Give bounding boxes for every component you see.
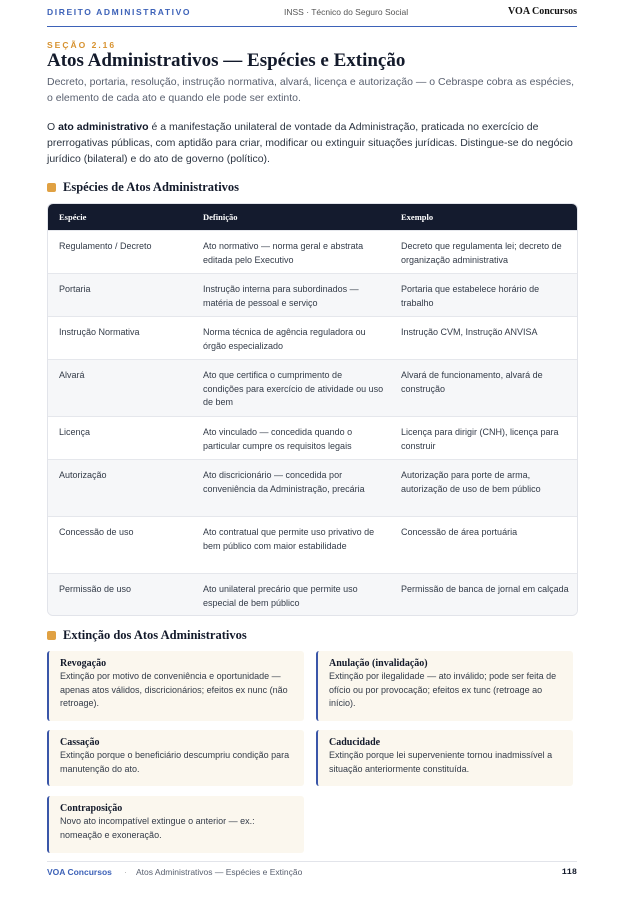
table-cell-species: Permissão de uso (48, 574, 192, 617)
card-title: Anulação (invalidação) (329, 658, 428, 669)
page-title: Atos Administrativos — Espécies e Extinção (47, 50, 406, 71)
brand-label: VOA Concursos (508, 6, 577, 17)
table-cell-definition: Ato unilateral precário que permite uso especial de bem público (192, 574, 390, 617)
card-revogacao (47, 651, 304, 721)
page-number: 118 (561, 867, 577, 877)
species-section-heading (47, 179, 239, 195)
table-cell-species: Regulamento / Decreto (48, 231, 192, 274)
table-header-especie: Espécie (59, 212, 87, 222)
table-cell-definition: Ato vinculado — concedida quando o particular cumpre os requisitos legais (192, 417, 390, 460)
card-contraposicao (47, 796, 304, 853)
table-header-definicao: Definição (203, 212, 238, 222)
exam-label: INSS · Técnico do Seguro Social (284, 7, 409, 17)
table-cell-species: Portaria (48, 274, 192, 317)
card-cassacao (47, 730, 304, 786)
intro-pre: O (47, 121, 59, 133)
table-cell-example: Portaria que estabelece horário de trabalho (390, 274, 577, 317)
table-cell-definition: Ato discricionário — concedida por conveniência da Administração, precária (192, 460, 390, 517)
section-bullet (47, 183, 56, 192)
table-cell-species: Licença (48, 417, 192, 460)
table-cell-species: Autorização (48, 460, 192, 517)
table-row (48, 417, 577, 460)
intro-post: é a manifestação unilateral de vontade da Administração, praticada no exercício de prerrogativas públicas, com aptidão para criar, modificar ou extinguir situações jurídicas. Distingue-se do negócio jurídico (bilateral) e do ato de governo (político). (47, 121, 573, 165)
footer-brand: VOA Concursos (47, 867, 112, 877)
table-cell-example: Autorização para porte de arma, autorização de uso de bem público (390, 460, 577, 517)
card-caducidade (316, 730, 573, 786)
card-text: Novo ato incompatível extingue o anterior — ex.: nomeação e exoneração. (60, 816, 255, 840)
intro-term: ato administrativo (58, 121, 149, 133)
table-cell-example: Instrução CVM, Instrução ANVISA (390, 317, 577, 360)
card-title: Revogação (60, 658, 107, 669)
table-cell-definition: Ato contratual que permite uso privativo de bem público com maior estabilidade (192, 517, 390, 574)
table-row (48, 517, 577, 574)
table-cell-example: Concessão de área portuária (390, 517, 577, 574)
card-text: Extinção porque o beneficiário descumpriu condição para manutenção do ato. (60, 750, 290, 774)
card-text: Extinção porque lei superveniente tornou inadmissível a situação anteriormente constituída. (329, 750, 553, 774)
page-header (47, 6, 577, 27)
subject-label: DIREITO ADMINISTRATIVO (47, 7, 192, 17)
table-cell-definition: Ato que certifica o cumprimento de condições para exercício de atividade ou uso de bem (192, 360, 390, 417)
table-row (48, 274, 577, 317)
footer-document-title: Atos Administrativos — Espécies e Extinção (136, 867, 303, 877)
table-cell-example: Licença para dirigir (CNH), licença para construir (390, 417, 577, 460)
table-row (48, 574, 577, 617)
table-row (48, 360, 577, 417)
table-cell-species: Instrução Normativa (48, 317, 192, 360)
table-cell-species: Alvará (48, 360, 192, 417)
page-footer (47, 861, 577, 880)
species-section-title: Espécies de Atos Administrativos (63, 179, 240, 194)
section-label: SEÇÃO 2.16 (47, 40, 117, 50)
table-cell-example: Permissão de banca de jornal em calçada (390, 574, 577, 617)
table-row (48, 460, 577, 517)
table-cell-definition: Norma técnica de agência reguladora ou órgão especializado (192, 317, 390, 360)
intro-paragraph (47, 119, 582, 167)
card-title: Cassação (60, 737, 100, 748)
section-bullet (47, 631, 56, 640)
card-text: Extinção por motivo de conveniência e oportunidade — apenas atos válidos, discricionários; efeitos ex nunc (não retroage). (60, 671, 288, 708)
species-table (47, 203, 578, 616)
card-anulacao (316, 651, 573, 721)
table-row (48, 317, 577, 360)
extinction-section-title: Extinção dos Atos Administrativos (63, 627, 247, 642)
extinction-section-heading (47, 627, 247, 643)
table-cell-definition: Ato normativo — norma geral e abstrata editada pelo Executivo (192, 231, 390, 274)
table-cell-definition: Instrução interna para subordinados — matéria de pessoal e serviço (192, 274, 390, 317)
card-title: Caducidade (329, 737, 381, 748)
table-header-exemplo: Exemplo (401, 212, 434, 222)
table-cell-example: Alvará de funcionamento, alvará de construção (390, 360, 577, 417)
table-header-row (48, 204, 577, 231)
table-cell-species: Concessão de uso (48, 517, 192, 574)
card-text: Extinção por ilegalidade — ato inválido; pode ser feita de ofício ou por provocação; efeitos ex tunc (retroage ao início). (329, 671, 557, 708)
table-row (48, 231, 577, 274)
table-cell-example: Decreto que regulamenta lei; decreto de organização administrativa (390, 231, 577, 274)
card-title: Contraposição (60, 803, 123, 814)
footer-separator: · (124, 867, 127, 877)
page-subtitle: Decreto, portaria, resolução, instrução normativa, alvará, licença e autorização — o Cebraspe cobra as espécies, o elemento de cada ato e quando ele pode ser extinto. (47, 76, 575, 104)
